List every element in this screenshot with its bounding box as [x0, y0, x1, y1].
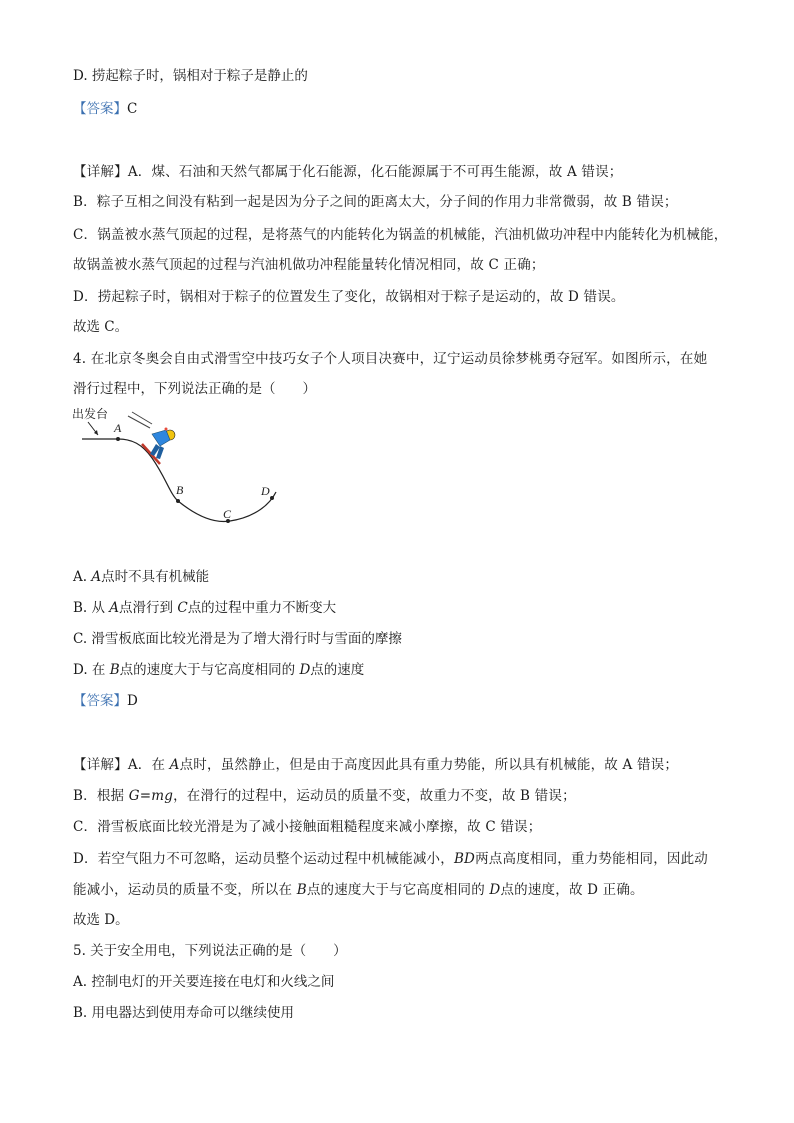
formula-var: mg	[151, 788, 174, 804]
formula-var: G	[128, 788, 140, 804]
question-5: 5. 关于安全用电，下列说法正确的是（ ）	[73, 943, 347, 959]
label-a: A	[114, 421, 122, 435]
explanation-d2-q4	[73, 881, 644, 899]
option-text: 点时不具有机械能	[101, 569, 210, 585]
label-c: C	[223, 507, 232, 521]
explanation-var: A	[169, 757, 180, 773]
q4-option-d	[73, 661, 364, 679]
explanation-text: B．根据	[73, 788, 129, 804]
option-text: 点的速度大于与它高度相同的	[119, 662, 300, 678]
explanation-var: B	[296, 882, 307, 898]
answer-line-q4	[73, 692, 138, 710]
explanation-text: 能减小，运动员的质量不变，所以在	[73, 882, 297, 898]
explanation-text: A．煤、石油和天然气都属于化石能源，化石能源属于不可再生能源，故 A 错误；	[127, 164, 623, 180]
option-var: B	[109, 662, 120, 678]
start-platform-label: 出发台	[72, 407, 109, 421]
q4-option-c: C. 滑雪板底面比较光滑是为了增大滑行时与雪面的摩擦	[73, 631, 402, 647]
explanation-a-q4	[73, 756, 678, 774]
label-b: B	[176, 483, 184, 497]
skier-figure	[128, 412, 175, 464]
explanation-c2-q3: 故锅盖被水蒸气顶起的过程与汽油机做功冲程能量转化情况相同，故 C 正确；	[73, 257, 545, 273]
explanation-text: A．在	[127, 757, 170, 773]
option-text: 点的速度	[310, 662, 365, 678]
explanation-tag: 【详解】	[73, 757, 128, 773]
explanation-text: ，在滑行的过程中，运动员的质量不变，故重力不变，故 B 错误；	[173, 788, 576, 804]
option-prefix: B. 从	[73, 600, 110, 616]
option-var: D	[299, 662, 311, 678]
ski-slope-figure	[70, 402, 300, 534]
point-a	[116, 437, 120, 441]
explanation-c1-q3: C．锅盖被水蒸气顶起的过程，是将蒸气的内能转化为锅盖的机械能，汽油机做功冲程中内能转化为机械能，	[73, 227, 728, 243]
explanation-tag: 【详解】	[73, 164, 128, 180]
label-d: D	[261, 484, 270, 498]
explanation-d-q3: D．捞起粽子时，锅相对于粽子的位置发生了变化，故锅相对于粽子是运动的，故 D 错误。	[73, 289, 625, 305]
answer-line-q3	[73, 100, 137, 118]
option-var: A	[91, 569, 102, 585]
slope-curve	[82, 439, 276, 522]
option-d-q3: D. 捞起粽子时，锅相对于粽子是静止的	[73, 68, 308, 84]
explanation-a-q3	[73, 163, 623, 181]
explanation-text: 两点高度相同，重力势能相同，因此动	[475, 851, 708, 867]
option-prefix: A.	[73, 569, 92, 585]
explanation-text: D．若空气阻力不可忽略，运动员整个运动过程中机械能减小，	[73, 851, 454, 867]
q5-option-b: B. 用电器达到使用寿命可以继续使用	[73, 1005, 295, 1021]
selection-q3: 故选 C。	[73, 319, 129, 335]
explanation-var: BD	[453, 851, 476, 867]
explanation-text: 点的速度大于与它高度相同的	[306, 882, 490, 898]
answer-value: D	[127, 693, 138, 709]
explanation-var: D	[489, 882, 501, 898]
explanation-b-q3: B．粽子互相之间没有粘到一起是因为分子之间的距离太大，分子间的作用力非常微弱，故 B 错误；	[73, 194, 678, 210]
answer-tag: 【答案】	[73, 693, 127, 709]
explanation-text: 点的速度，故 D 正确。	[500, 882, 644, 898]
option-text: 点的过程中重力不断变大	[187, 600, 337, 616]
answer-tag: 【答案】	[73, 101, 127, 117]
explanation-b-q4	[73, 787, 576, 805]
option-var: A	[109, 600, 120, 616]
question-4-line2: 滑行过程中，下列说法正确的是（ ）	[73, 381, 316, 397]
option-prefix: D. 在	[73, 662, 110, 678]
point-d	[270, 496, 274, 500]
point-b	[176, 499, 180, 503]
explanation-text: 点时，虽然静止，但是由于高度因此具有重力势能，所以具有机械能，故 A 错误；	[179, 757, 679, 773]
q5-option-a: A. 控制电灯的开关要连接在电灯和火线之间	[73, 974, 335, 990]
explanation-c-q4: C．滑雪板底面比较光滑是为了减小接触面粗糙程度来减小摩擦，故 C 错误；	[73, 819, 542, 835]
option-text: 点滑行到	[119, 600, 178, 616]
question-4-line1: 4. 在北京冬奥会自由式滑雪空中技巧女子个人项目决赛中，辽宁运动员徐梦桃勇夺冠军。如图所示，在她	[73, 351, 708, 367]
selection-q4: 故选 D。	[73, 912, 129, 928]
formula-eq: =	[139, 788, 152, 804]
option-var: C	[177, 600, 188, 616]
q4-option-b	[73, 599, 336, 617]
explanation-d1-q4	[73, 850, 708, 868]
answer-value: C	[127, 101, 138, 117]
q4-option-a	[73, 568, 209, 586]
